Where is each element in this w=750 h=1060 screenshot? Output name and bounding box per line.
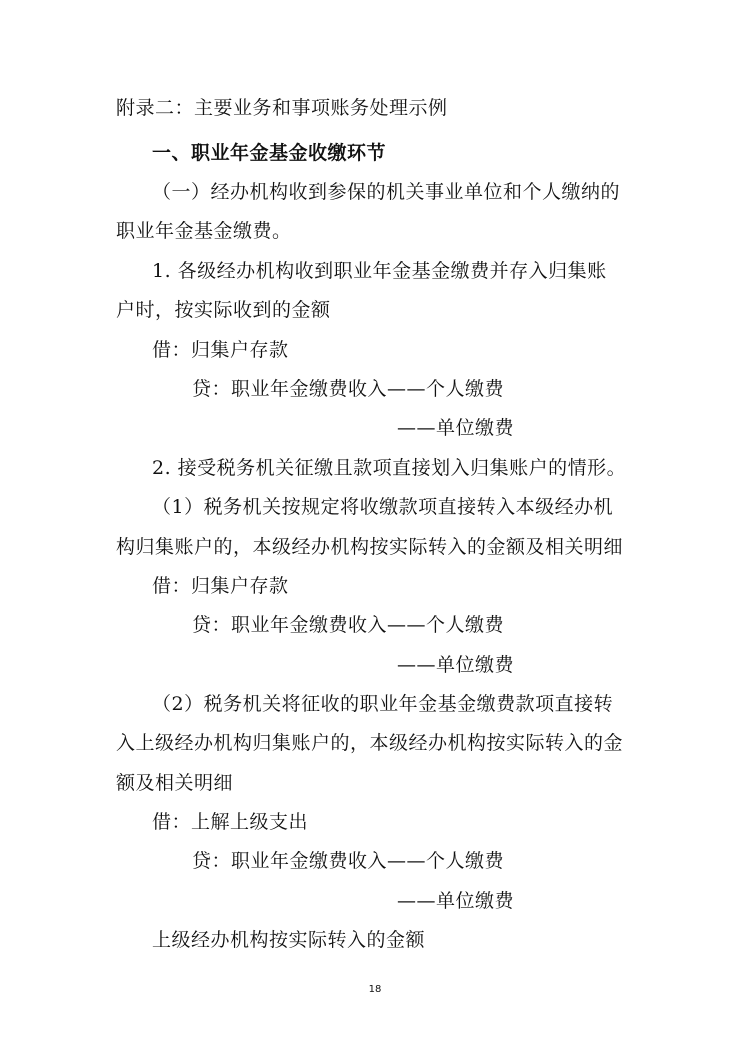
page-number: 18 [368, 984, 382, 995]
entry-2-debit: 借：归集户存款 [152, 575, 289, 597]
entry-2-credit: 贷：职业年金缴费收入——个人缴费 [192, 614, 505, 636]
entry-3-credit-2: ——单位缴费 [397, 890, 515, 912]
case-1-line-2: 构归集账户的，本级经办机构按实际转入的金额及相关明细 [116, 536, 624, 558]
entry-1-credit-2: ——单位缴费 [397, 417, 515, 439]
section-heading: 一、职业年金基金收缴环节 [152, 142, 387, 164]
entry-1-debit: 借：归集户存款 [152, 339, 289, 361]
subsection-1-line-2: 职业年金基金缴费。 [116, 220, 292, 242]
item-1-line-1: 1. 各级经办机构收到职业年金基金缴费并存入归集账 [152, 260, 607, 282]
subsection-1-line-1: （一）经办机构收到参保的机关事业单位和个人缴纳的 [152, 181, 621, 203]
case-2-line-1: （2）税务机关将征收的职业年金基金缴费款项直接转 [152, 693, 614, 715]
entry-3-credit: 贷：职业年金缴费收入——个人缴费 [192, 850, 505, 872]
case-2-line-2: 入上级经办机构归集账户的，本级经办机构按实际转入的金 [116, 732, 624, 754]
upper-level-line: 上级经办机构按实际转入的金额 [152, 929, 426, 951]
entry-1-credit: 贷：职业年金缴费收入——个人缴费 [192, 378, 505, 400]
entry-3-debit: 借：上解上级支出 [152, 811, 309, 833]
item-1-line-2: 户时，按实际收到的金额 [116, 299, 331, 321]
entry-2-credit-2: ——单位缴费 [397, 654, 515, 676]
appendix-title: 附录二：主要业务和事项账务处理示例 [116, 97, 448, 119]
case-2-line-3: 额及相关明细 [116, 772, 234, 794]
item-2-line-1: 2. 接受税务机关征缴且款项直接划入归集账户的情形。 [152, 457, 627, 479]
case-1-line-1: （1）税务机关按规定将收缴款项直接转入本级经办机 [152, 496, 614, 518]
